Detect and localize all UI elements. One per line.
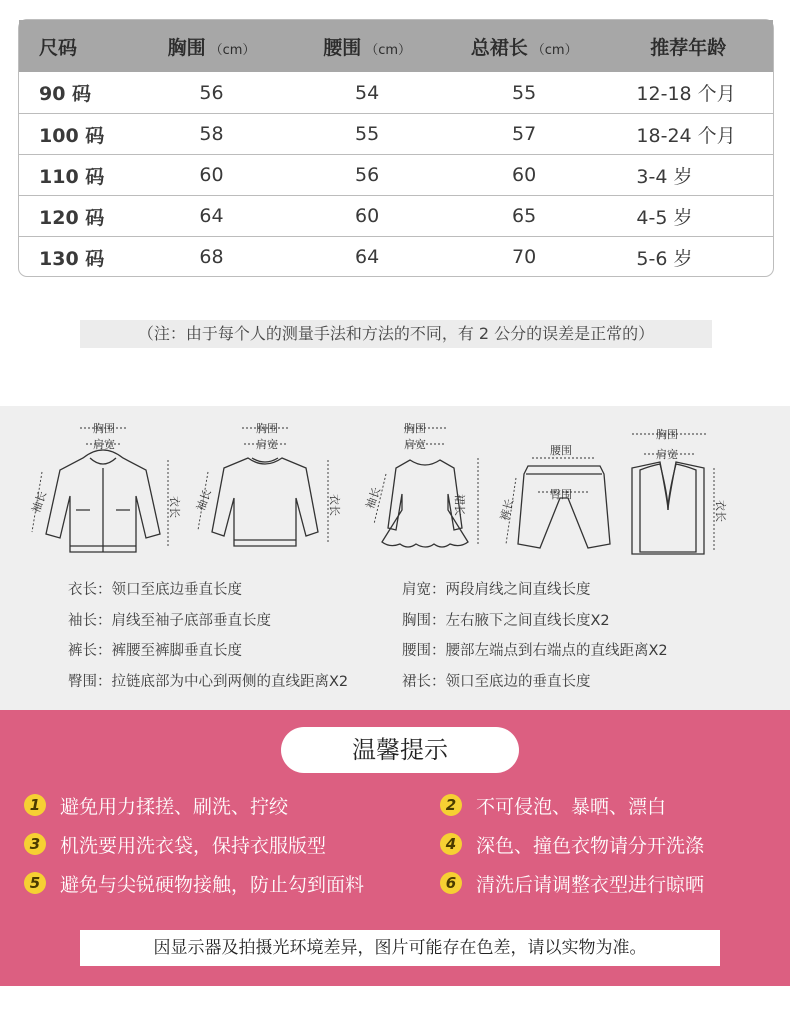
tip-number-badge: 6 <box>440 872 462 894</box>
vest-shoulder-label: 肩宽 <box>656 448 678 461</box>
definition-item: 袖长：肩线至袖子底部垂直长度 <box>68 613 271 629</box>
tip-number-badge: 4 <box>440 833 462 855</box>
vest-chest-label: 胸围 <box>656 428 678 441</box>
table-row <box>19 113 773 154</box>
pants-waist-label: 腰围 <box>550 444 572 457</box>
cell-size: 120 码 <box>39 206 105 229</box>
header-chest: 胸围 （cm） <box>167 36 256 59</box>
cell-waist: 56 <box>354 164 380 186</box>
jacket-chest-label: 胸围 <box>93 422 115 435</box>
cell-age: 4-5 岁 <box>636 206 693 229</box>
definition-item: 衣长：领口至底边垂直长度 <box>68 582 242 598</box>
cell-chest: 56 <box>199 81 224 104</box>
header-skirt-length: 总裙长 （cm） <box>470 36 578 59</box>
sweater-length-label: 衣长 <box>328 494 341 516</box>
cell-age: 18-24 个月 <box>636 124 736 147</box>
care-title: 温馨提示 <box>281 727 519 773</box>
cell-size: 130 码 <box>39 247 105 270</box>
vest-length-label: 衣长 <box>714 500 727 522</box>
header-waist: 腰围 （cm） <box>323 36 412 59</box>
tip-text: 避免与尖锐硬物接触，防止勾到面料 <box>60 873 365 896</box>
cell-size: 110 码 <box>39 165 105 188</box>
definition-item: 臀围：拉链底部为中心到两侧的直线距离X2 <box>68 674 349 690</box>
dress-diagram <box>350 414 500 564</box>
table-row <box>19 195 773 236</box>
cell-skirt-length: 60 <box>512 164 537 186</box>
cell-skirt-length: 55 <box>512 81 537 104</box>
definition-item: 腰围：腰部左端点到右端点的直线距离X2 <box>402 643 668 659</box>
pants-length-label: 裤长 <box>498 497 517 523</box>
cell-age: 5-6 岁 <box>636 247 693 270</box>
header-size: 尺码 <box>39 36 78 59</box>
tip-number-badge: 1 <box>24 794 46 816</box>
cell-waist: 60 <box>354 205 380 227</box>
tip-text: 不可侵泡、暴晒、漂白 <box>476 795 667 818</box>
jacket-sleeve-label: 袖长 <box>29 489 50 515</box>
cell-chest: 58 <box>199 123 224 145</box>
table-header-row <box>19 20 773 72</box>
color-disclaimer: 因显示器及拍摄光环境差异，图片可能存在色差，请以实物为准。 <box>80 930 720 966</box>
cell-size: 100 码 <box>39 124 105 147</box>
table-row <box>19 236 773 277</box>
dress-shoulder-label: 肩宽 <box>404 438 426 451</box>
tip-number-badge: 2 <box>440 794 462 816</box>
sweater-sleeve-label: 袖长 <box>194 487 214 513</box>
cell-waist: 64 <box>354 246 380 268</box>
tip-text: 清洗后请调整衣型进行晾晒 <box>476 873 705 896</box>
cell-waist: 55 <box>354 123 380 145</box>
table-row <box>19 72 773 113</box>
definition-item: 胸围：左右腋下之间直线长度X2 <box>402 613 610 629</box>
size-table <box>18 19 774 277</box>
jacket-shoulder-label: 肩宽 <box>93 438 115 451</box>
care-tip <box>24 831 326 857</box>
dress-chest-label: 胸围 <box>404 422 426 435</box>
sweater-chest-label: 胸围 <box>256 422 278 435</box>
care-tips-section <box>0 710 790 986</box>
dress-length-label: 裙长 <box>453 494 466 516</box>
tip-number-badge: 3 <box>24 833 46 855</box>
cell-chest: 64 <box>199 205 224 227</box>
measurement-guide <box>0 406 790 710</box>
header-age: 推荐年龄 <box>650 36 727 59</box>
cell-size: 90 码 <box>39 83 92 105</box>
jacket-length-label: 衣长 <box>168 496 181 518</box>
cell-chest: 68 <box>199 246 224 268</box>
jacket-diagram <box>28 414 181 564</box>
sweater-shoulder-label: 肩宽 <box>256 438 278 451</box>
care-tip <box>440 870 704 896</box>
care-tip <box>440 831 704 857</box>
cell-chest: 60 <box>199 164 224 186</box>
tip-text: 避免用力揉搓、刷洗、拧绞 <box>60 795 289 818</box>
care-tip <box>440 792 666 818</box>
cell-age: 3-4 岁 <box>636 165 693 188</box>
care-tip <box>24 870 364 896</box>
vest-diagram <box>620 414 770 564</box>
cell-age: 12-18 个月 <box>636 83 736 105</box>
table-row <box>19 154 773 195</box>
cell-skirt-length: 65 <box>512 205 537 227</box>
dress-sleeve-label: 袖长 <box>363 485 384 511</box>
sweater-diagram <box>190 414 340 564</box>
cell-waist: 54 <box>354 81 380 104</box>
care-tip <box>24 792 288 818</box>
tip-number-badge: 5 <box>24 872 46 894</box>
tip-text: 深色、撞色衣物请分开洗涤 <box>476 834 705 857</box>
definition-item: 肩宽：两段肩线之间直线长度 <box>402 582 591 598</box>
cell-skirt-length: 70 <box>512 246 537 268</box>
pants-hip-label: 臀围 <box>550 488 572 501</box>
cell-skirt-length: 57 <box>512 123 537 145</box>
definition-item: 裤长：裤腰至裤脚垂直长度 <box>68 643 242 659</box>
tip-text: 机洗要用洗衣袋，保持衣服版型 <box>60 834 327 857</box>
measurement-note: （注：由于每个人的测量手法和方法的不同，有 2 公分的误差是正常的） <box>80 320 712 348</box>
definition-item: 裙长：领口至底边的垂直长度 <box>402 674 591 690</box>
